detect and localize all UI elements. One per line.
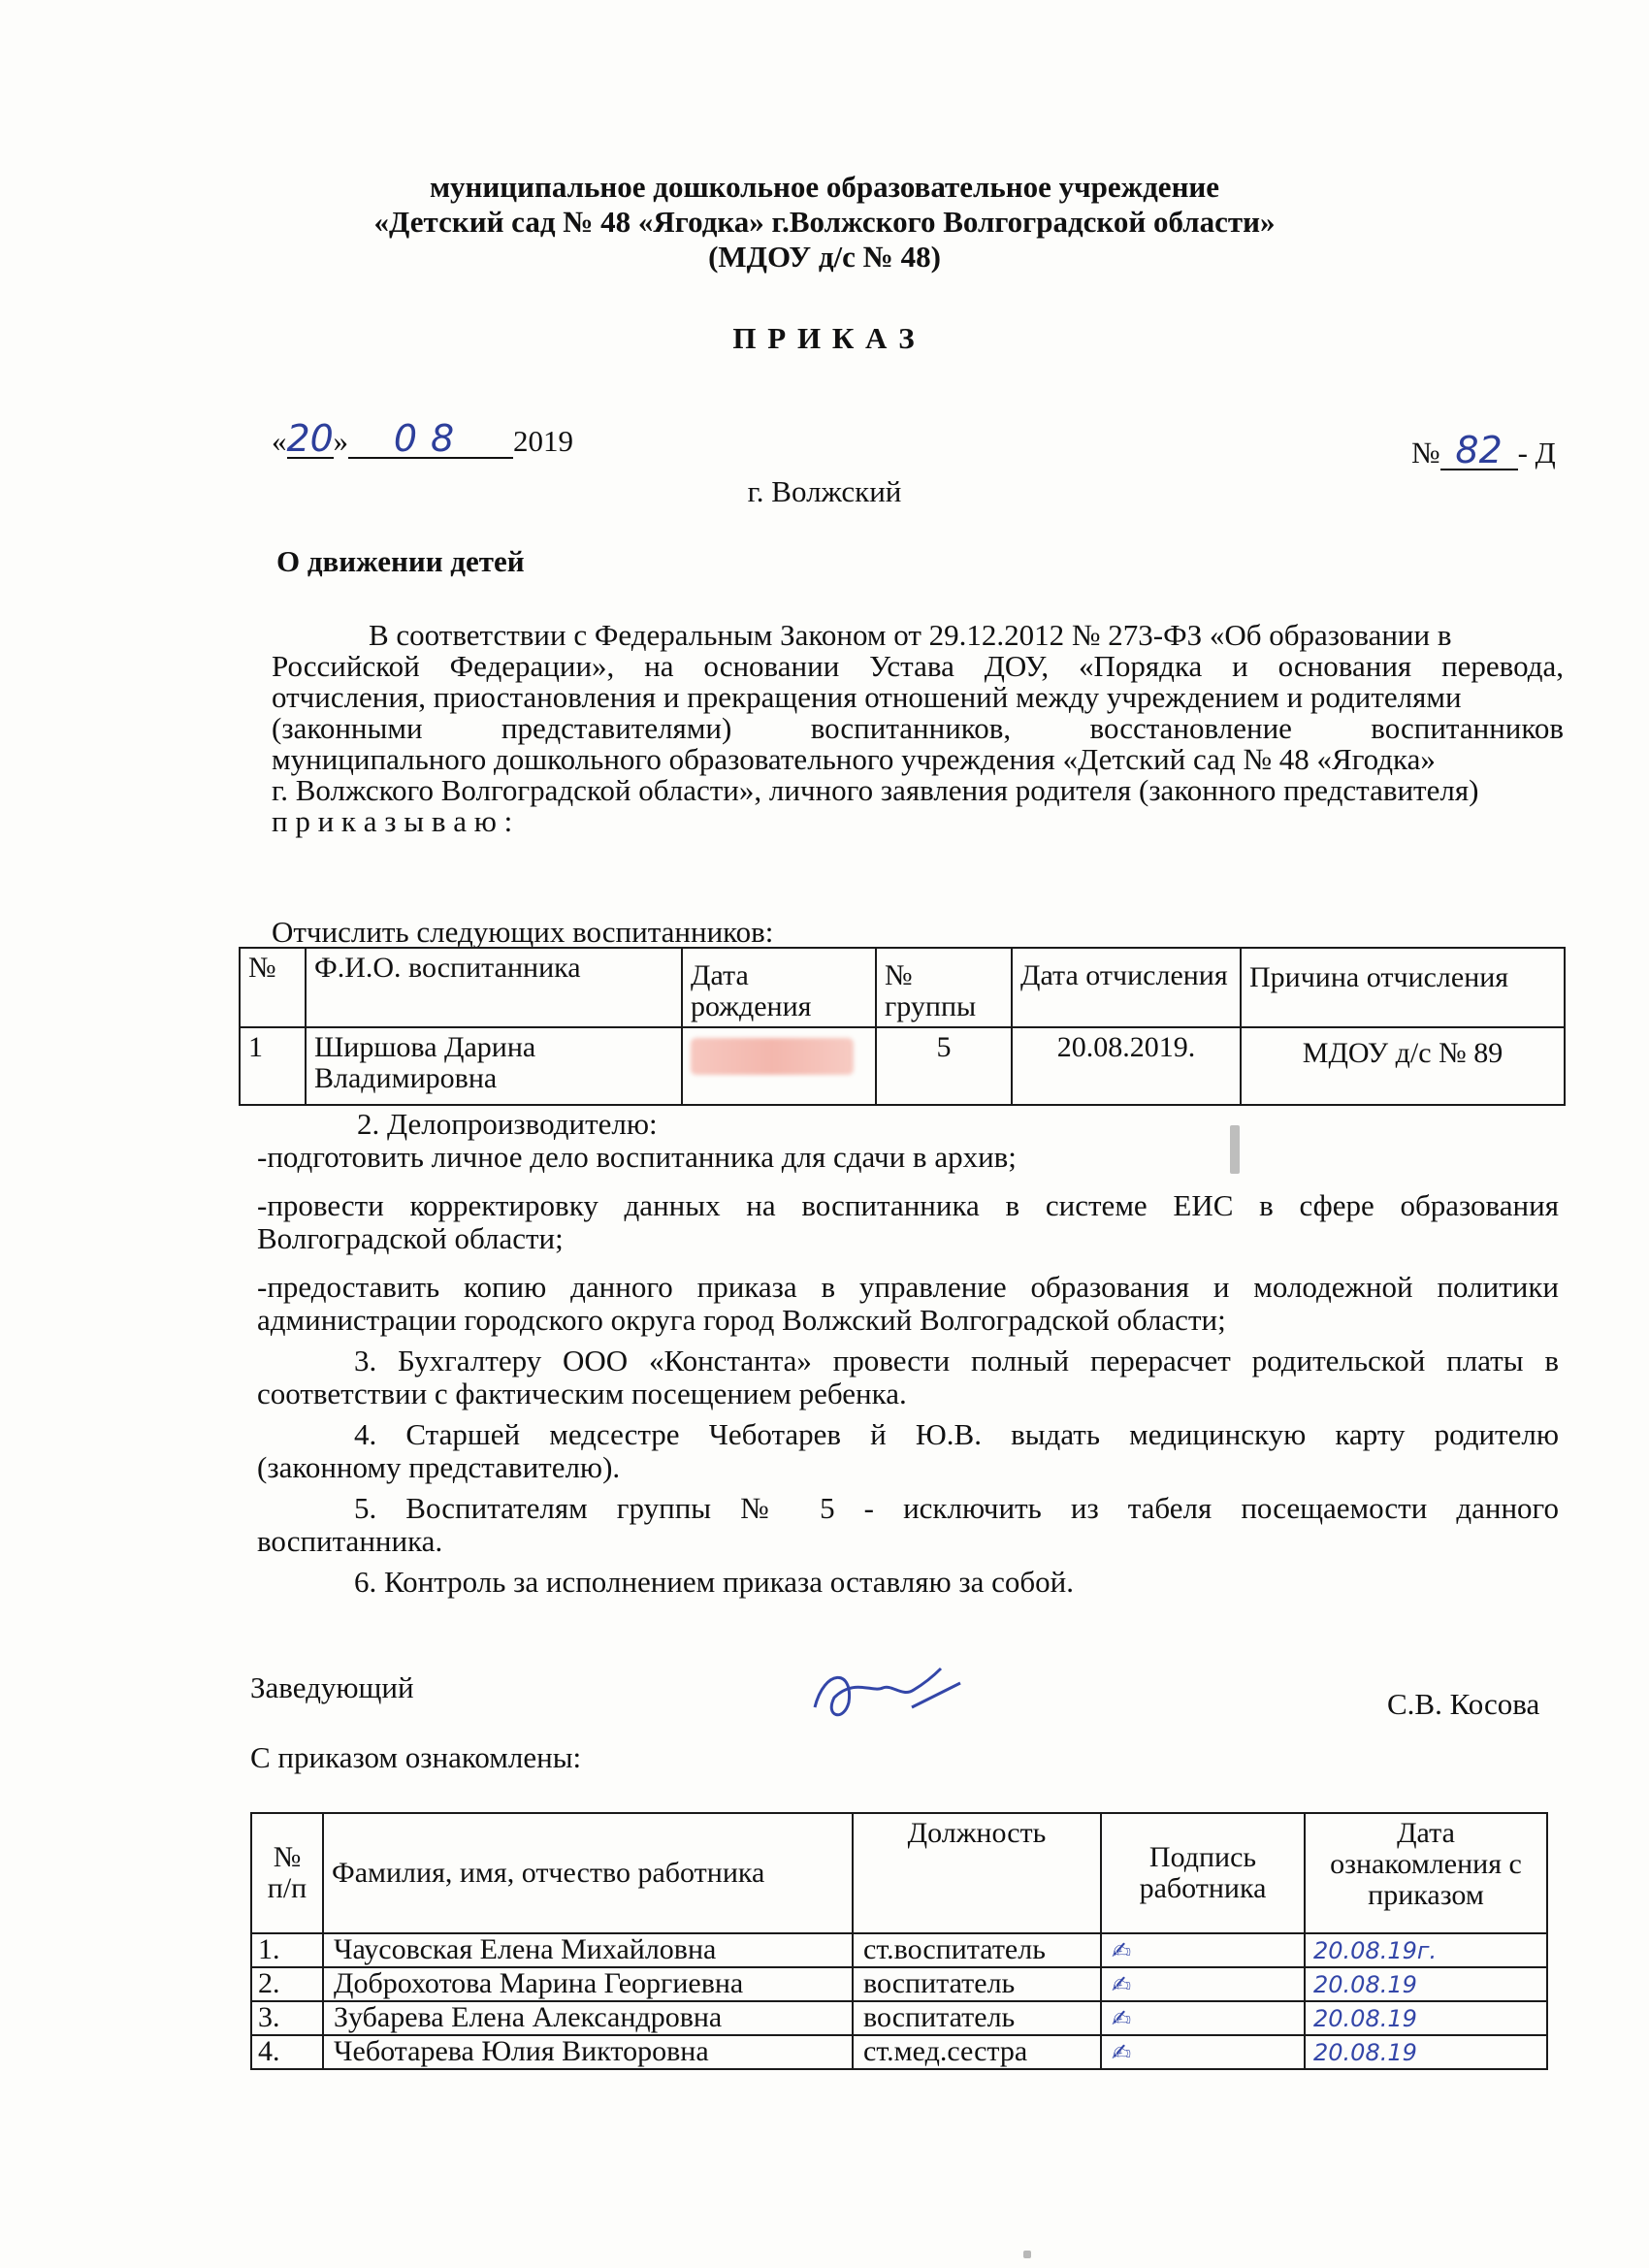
preamble-line: В соответствии с Федеральным Законом от 29.12.2012 № 273-ФЗ «Об образовании в bbox=[369, 618, 1452, 652]
table-row bbox=[251, 2001, 1547, 2035]
order-line: -провести корректировку данных на воспитанника в системе ЕИС в сфере образования bbox=[257, 1188, 1559, 1222]
date-close-quote: » bbox=[333, 424, 348, 458]
ack-heading: С приказом ознакомлены: bbox=[250, 1740, 582, 1774]
col-header: Подпись работника bbox=[1101, 1813, 1305, 1933]
order-line: (законному представителю). bbox=[257, 1450, 621, 1484]
expel-heading: Отчислить следующих воспитанников: bbox=[272, 915, 774, 949]
subject: О движении детей bbox=[276, 544, 525, 578]
preamble-line: п р и к а з ы в а ю : bbox=[272, 804, 513, 838]
redacted-birthdate bbox=[691, 1038, 854, 1075]
col-header: № группы bbox=[876, 948, 1012, 1027]
date-month: 08 bbox=[393, 417, 469, 460]
cell-signature bbox=[1101, 2035, 1305, 2069]
cell-name: Чаусовская Елена Михайловна bbox=[323, 1933, 853, 1967]
scan-artifact bbox=[1023, 2251, 1031, 2258]
table-row bbox=[251, 1967, 1547, 2001]
preamble-line: Российской Федерации», на основании Устава ДОУ, «Порядка и основания перевода, bbox=[272, 649, 1564, 683]
cell-position: ст.мед.сестра bbox=[853, 2035, 1101, 2069]
employee-signature-mark: ✍ bbox=[1112, 1937, 1132, 1964]
preamble-line: муниципального дошкольного образовательного учреждения «Детский сад № 48 «Ягодка» bbox=[272, 742, 1436, 776]
col-header: № п/п bbox=[251, 1813, 323, 1933]
cell-birthdate bbox=[682, 1027, 876, 1105]
col-header: Дата рождения bbox=[682, 948, 876, 1027]
cell-date bbox=[1305, 1967, 1547, 2001]
order-line: -подготовить личное дело воспитанника для сдачи в архив; bbox=[257, 1140, 1017, 1174]
cell-date bbox=[1305, 2001, 1547, 2035]
date-year: 2019 bbox=[513, 424, 573, 458]
signer-name: С.В. Косова bbox=[1387, 1687, 1540, 1721]
cell-num: 3. bbox=[251, 2001, 323, 2035]
employee-signature-mark: ✍ bbox=[1112, 2005, 1132, 2032]
order-line: воспитанника. bbox=[257, 1524, 443, 1558]
col-header: Причина отчисления bbox=[1241, 948, 1565, 1027]
order-line: Волгоградской области; bbox=[257, 1221, 564, 1255]
order-number-suffix: - Д bbox=[1517, 436, 1556, 470]
cell-num: 2. bbox=[251, 1967, 323, 2001]
col-header: № bbox=[240, 948, 306, 1027]
order-line: -предоставить копию данного приказа в управление образования и молодежной политики bbox=[257, 1270, 1559, 1304]
order-line: 5. Воспитателям группы № 5 - исключить из табеля посещаемости данного bbox=[354, 1491, 1559, 1525]
cell-position: воспитатель bbox=[853, 1967, 1101, 2001]
order-number-line bbox=[1411, 429, 1556, 471]
cell-position: ст.воспитатель bbox=[853, 1933, 1101, 1967]
table-header-row bbox=[240, 948, 1565, 1027]
org-name-line2: «Детский сад № 48 «Ягодка» г.Волжского Волгоградской области» bbox=[373, 205, 1276, 239]
col-header: Фамилия, имя, отчество работника bbox=[323, 1813, 853, 1933]
date-line bbox=[272, 417, 573, 460]
cell-name: Доброхотова Марина Георгиевна bbox=[323, 1967, 853, 2001]
cell-position: воспитатель bbox=[853, 2001, 1101, 2035]
order-line: 6. Контроль за исполнением приказа оставляю за собой. bbox=[354, 1565, 1075, 1599]
cell-signature bbox=[1101, 1967, 1305, 2001]
cell-num: 1 bbox=[240, 1027, 306, 1105]
order-line: соответствии с фактическим посещением ребенка. bbox=[257, 1377, 907, 1410]
cell-date bbox=[1305, 1933, 1547, 1967]
director-signature-mark bbox=[795, 1649, 970, 1736]
city: г. Волжский bbox=[747, 474, 902, 508]
ack-date: 20.08.19 bbox=[1313, 2039, 1417, 2066]
org-name-line3: (МДОУ д/с № 48) bbox=[708, 240, 941, 274]
employee-signature-mark: ✍ bbox=[1112, 2039, 1132, 2066]
order-line: администрации городского округа город Волжский Волгоградской области; bbox=[257, 1303, 1226, 1337]
preamble-line: (законными представителями) воспитанников, восстановление воспитанников bbox=[272, 711, 1564, 745]
order-line: 3. Бухгалтеру ООО «Константа» провести полный перерасчет родительской платы в bbox=[354, 1344, 1559, 1377]
order-number-prefix: № bbox=[1411, 436, 1440, 470]
cell-signature bbox=[1101, 2001, 1305, 2035]
table-row bbox=[251, 2035, 1547, 2069]
order-line: 2. Делопроизводителю: bbox=[357, 1107, 658, 1141]
col-header: Дата отчисления bbox=[1012, 948, 1241, 1027]
table-header-row bbox=[251, 1813, 1547, 1933]
expel-table bbox=[239, 947, 1566, 1106]
order-number: 82 bbox=[1455, 429, 1503, 471]
document-title: П Р И К А З bbox=[732, 321, 917, 355]
table-row bbox=[251, 1933, 1547, 1967]
col-header: Должность bbox=[853, 1813, 1101, 1933]
cell-group: 5 bbox=[876, 1027, 1012, 1105]
ack-date: 20.08.19г. bbox=[1313, 1937, 1438, 1964]
cell-num: 1. bbox=[251, 1933, 323, 1967]
date-open-quote: « bbox=[272, 424, 287, 458]
cell-name: Чеботарева Юлия Викторовна bbox=[323, 2035, 853, 2069]
org-name-line1: муниципальное дошкольное образовательное учреждение bbox=[429, 170, 1220, 204]
cell-date: 20.08.2019. bbox=[1012, 1027, 1241, 1105]
ack-table bbox=[250, 1812, 1548, 2070]
ack-date: 20.08.19 bbox=[1313, 2005, 1417, 2032]
ack-date: 20.08.19 bbox=[1313, 1971, 1417, 1998]
preamble-line: отчисления, приостановления и прекращения отношений между учреждением и родителями bbox=[272, 680, 1462, 714]
cell-date bbox=[1305, 2035, 1547, 2069]
cell-name: Ширшова Дарина Владимировна bbox=[306, 1027, 682, 1105]
signer-position: Заведующий bbox=[250, 1670, 414, 1704]
table-row bbox=[240, 1027, 1565, 1105]
col-header: Дата ознакомления с приказом bbox=[1305, 1813, 1547, 1933]
cell-reason: МДОУ д/с № 89 bbox=[1241, 1027, 1565, 1105]
cell-name: Зубарева Елена Александровна bbox=[323, 2001, 853, 2035]
employee-signature-mark: ✍ bbox=[1112, 1971, 1132, 1998]
date-day: 20 bbox=[286, 417, 334, 460]
cell-signature bbox=[1101, 1933, 1305, 1967]
scan-artifact bbox=[1230, 1125, 1240, 1174]
order-line: 4. Старшей медсестре Чеботарев й Ю.В. выдать медицинскую карту родителю bbox=[354, 1417, 1559, 1451]
col-header: Ф.И.О. воспитанника bbox=[306, 948, 682, 1027]
preamble-line: г. Волжского Волгоградской области», личного заявления родителя (законного представителя) bbox=[272, 773, 1479, 807]
cell-num: 4. bbox=[251, 2035, 323, 2069]
